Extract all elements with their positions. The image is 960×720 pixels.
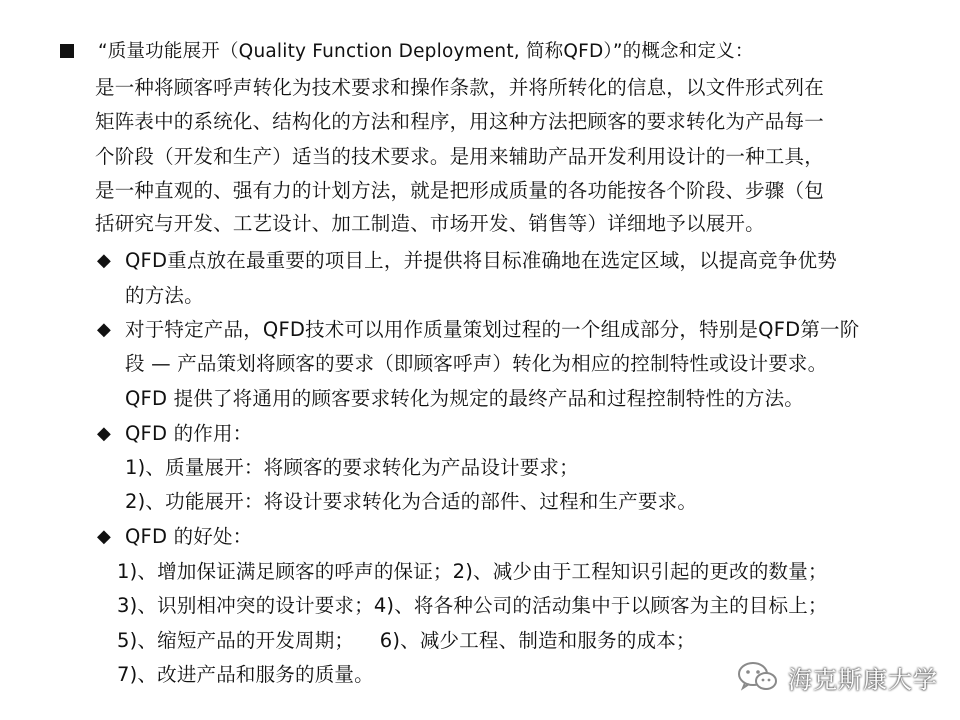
bullet-3-item: 1)、质量展开：将顾客的要求转化为产品设计要求；	[125, 456, 579, 479]
definition-line: 是一种直观的、强有力的计划方法，就是把形成质量的各功能按各个阶段、步骤（包	[95, 179, 824, 202]
heading: “质量功能展开（Quality Function Deployment, 简称QFD）”的概念和定义：	[98, 41, 754, 62]
definition-line: 个阶段（开发和生产）适当的技术要求。是用来辅助产品开发利用设计的一种工具，	[95, 145, 824, 168]
definition-line: 矩阵表中的系统化、结构化的方法和程序，用这种方法把顾客的要求转化为产品每一	[95, 110, 824, 133]
bullet-3-title: QFD 的作用：	[125, 422, 253, 445]
bullet-1-line: 的方法。	[125, 284, 204, 307]
bullet-3-item: 2)、功能展开：将设计要求转化为合适的部件、过程和生产要求。	[125, 490, 698, 513]
heading-square-bullet	[60, 44, 74, 58]
wechat-icon	[736, 660, 780, 694]
bullet-4-item: 1)、增加保证满足顾客的呼声的保证；2)、减少由于工程知识引起的更改的数量；	[117, 560, 828, 583]
definition-line: 是一种将顾客呼声转化为技术要求和操作条款，并将所转化的信息，以文件形式列在	[95, 76, 824, 99]
bullet-2-line: QFD 提供了将通用的顾客要求转化为规定的最终产品和过程控制特性的方法。	[125, 387, 804, 410]
diamond-bullet-icon: ◆	[97, 526, 111, 547]
diamond-bullet-icon: ◆	[97, 423, 111, 444]
bullet-4-item: 7)、改进产品和服务的质量。	[117, 663, 374, 686]
bullet-4-title: QFD 的好处：	[125, 525, 253, 548]
bullet-1-line: QFD重点放在最重要的项目上，并提供将目标准确地在选定区域，以提高竞争优势	[125, 249, 837, 272]
bullet-4-item: 3)、识别相冲突的设计要求；4)、将各种公司的活动集中于以顾客为主的目标上；	[117, 594, 828, 617]
diamond-bullet-icon: ◆	[97, 319, 111, 340]
bullet-4-item: 5)、缩短产品的开发周期； 6)、减少工程、制造和服务的成本；	[117, 629, 696, 652]
bullet-2-line: 对于特定产品，QFD技术可以用作质量策划过程的一个组成部分，特别是QFD第一阶	[125, 318, 860, 341]
definition-line: 括研究与开发、工艺设计、加工制造、市场开发、销售等）详细地予以展开。	[95, 212, 765, 235]
watermark	[736, 660, 938, 694]
bullet-2-line: 段 — 产品策划将顾客的要求（即顾客呼声）转化为相应的控制特性或设计要求。	[125, 352, 828, 375]
watermark-text: 海克斯康大学	[788, 665, 938, 694]
diamond-bullet-icon: ◆	[97, 250, 111, 271]
